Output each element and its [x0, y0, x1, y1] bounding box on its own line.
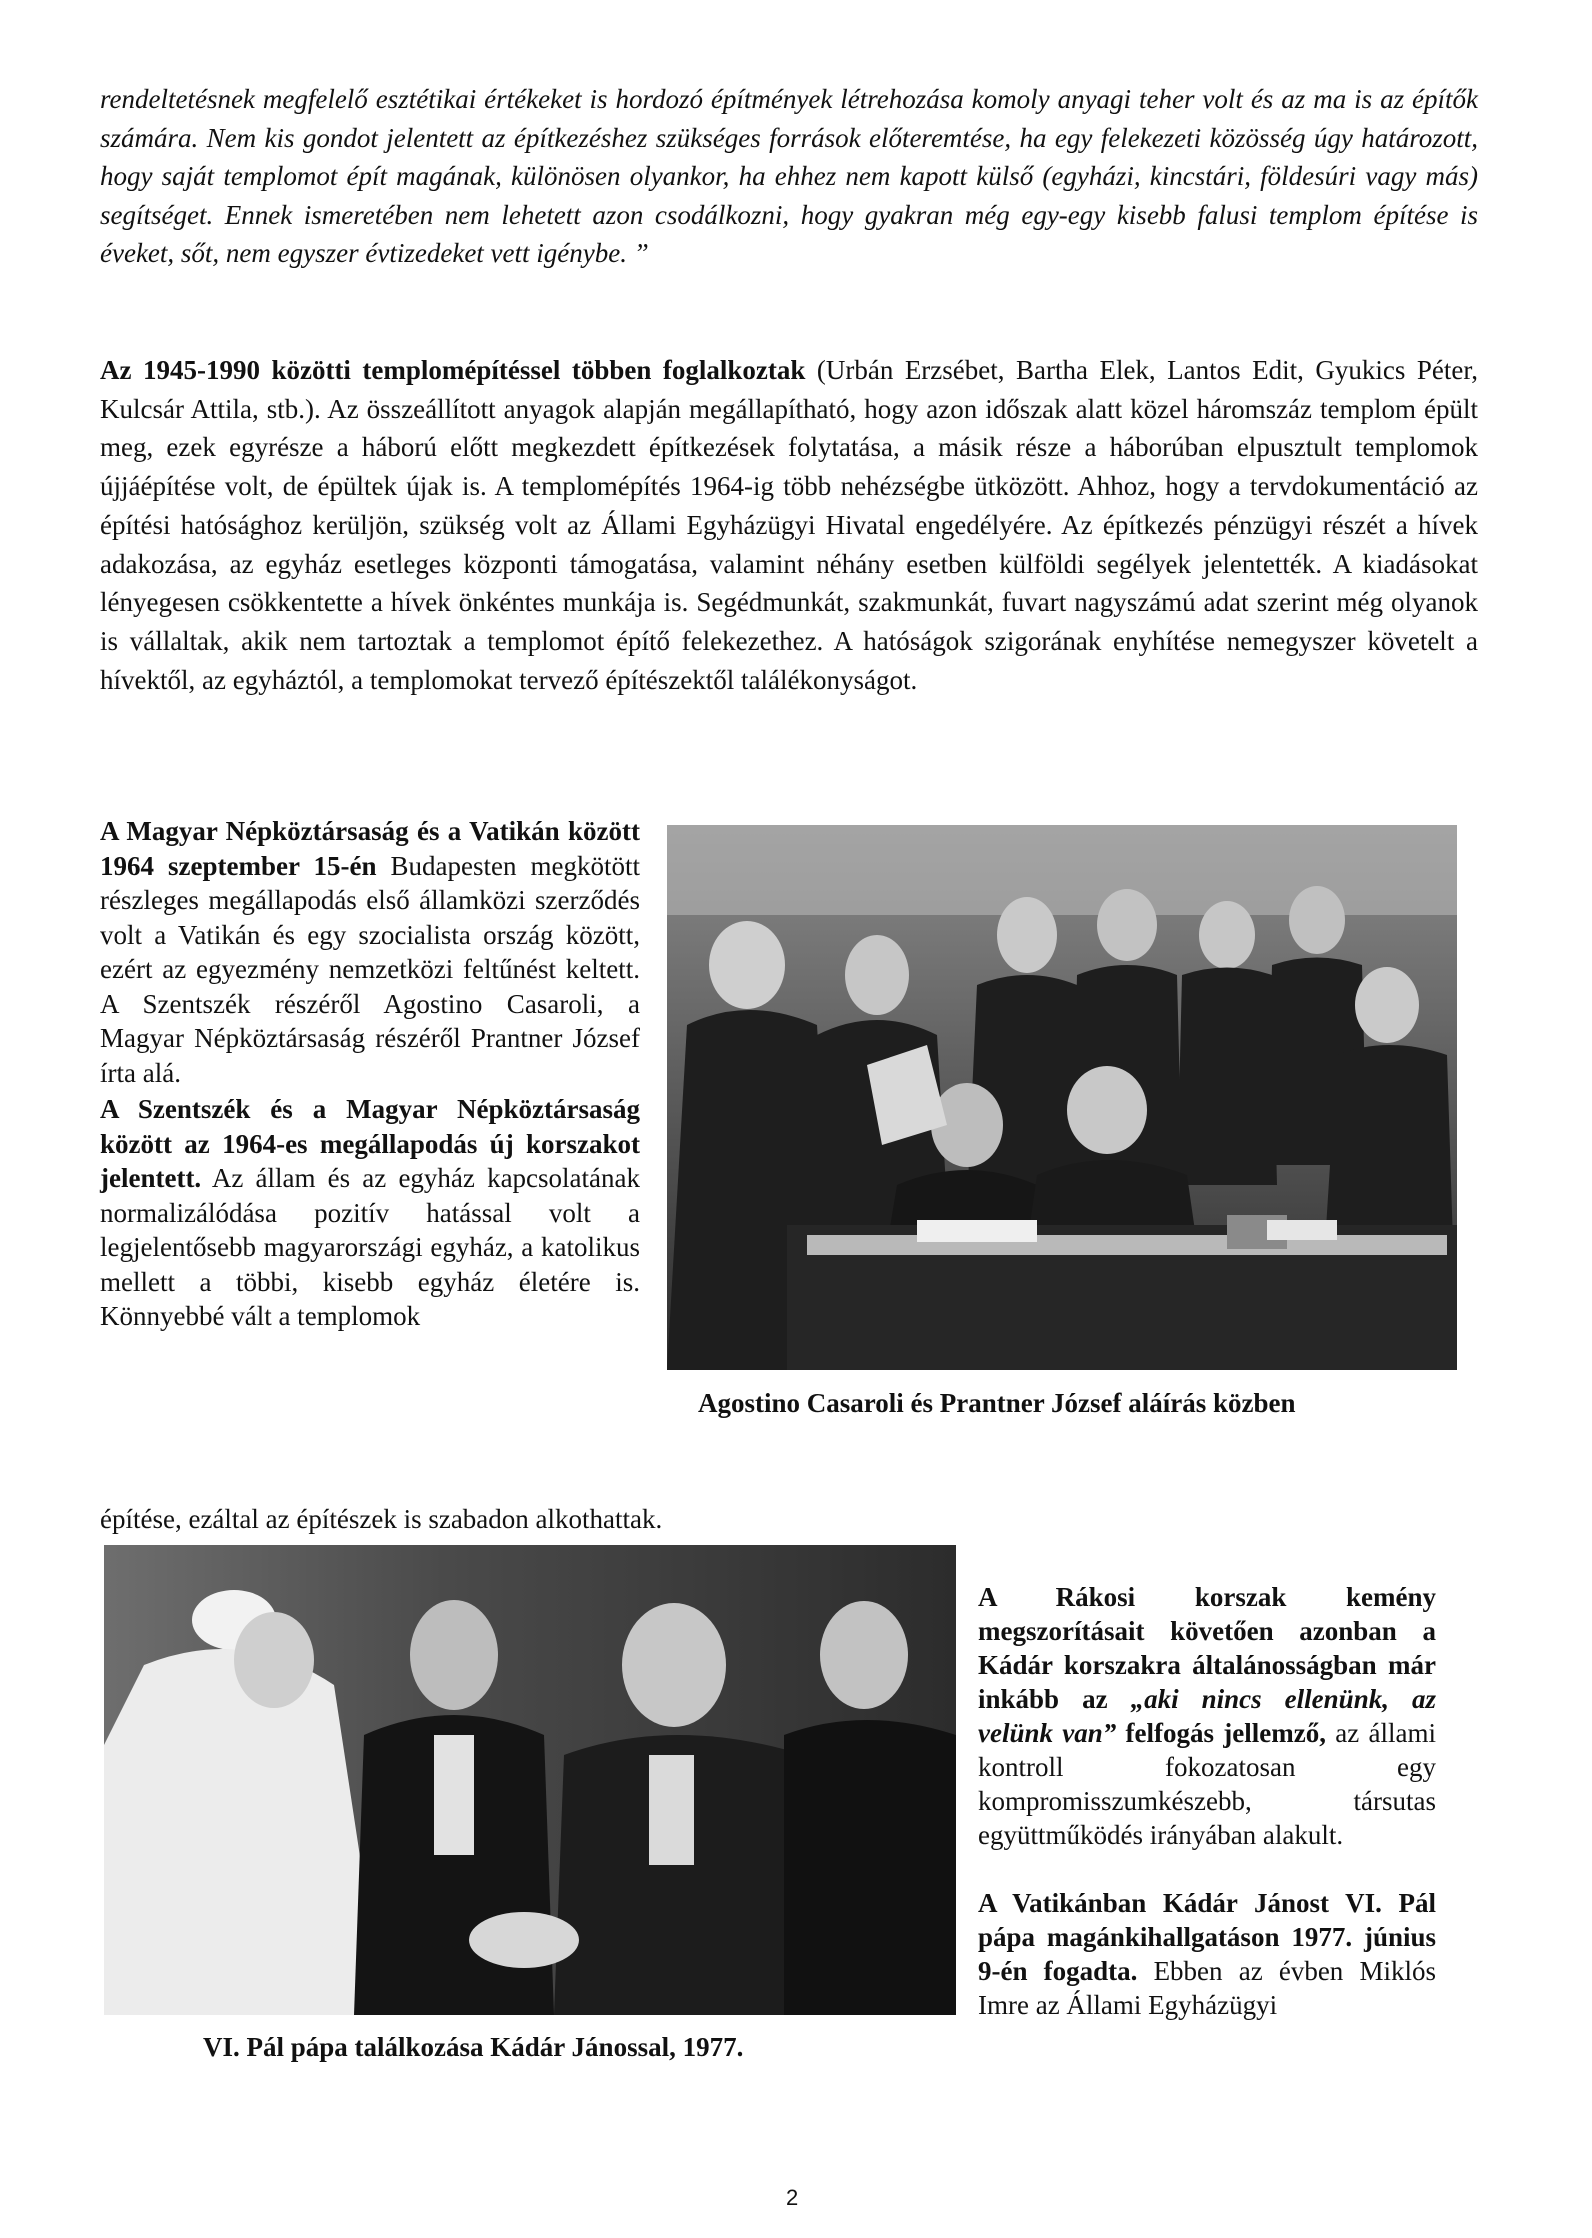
meeting-photo: [104, 1545, 956, 2015]
meeting-photo-image: [104, 1545, 956, 2015]
meeting-photo-caption: VI. Pál pápa találkozása Kádár Jánossal, 1977.: [203, 2032, 744, 2062]
paragraph-body: (Urbán Erzsébet, Bartha Elek, Lantos Edit, Gyukics Péter, Kulcsár Attila, stb.). Az összeállított anyagok alapján megállapítható, hogy azon időszak alatt közel háromszáz templom épült meg, ezek egyrésze a háború előtt megkezdett építkezések folytatása, a másik része a háborúban elpusztult templomok újjáépítése volt, de épültek újak is. A templomépítés 1964-ig több nehézségbe ütközött. Ahhoz, hogy a tervdokumentáció az építési hatósághoz kerüljön, szükség volt az Állami Egyházügyi Hivatal engedélyére. Az építkezés pénzügyi részét a hívek adakozása, az egyház esetleges központi támogatása, valamint néhány esetben külföldi segélyek jelentették. A kiadásokat lényegesen csökkentette a hívek önkéntes munkája is. Segédmunkát, szakmunkát, fuvart nagyszámú adat szerint még olyanok is vállaltak, akik nem tartoztak a templomot építő felekezethez. A hatóságok szigorának enyhítése nemegyszer követelt a hívektől, az egyháztól, a templomokat tervező építészektől találékonyságot.: [100, 355, 1478, 695]
kadar-era-lead-bold: A Rákosi korszak kemény megszorításait követően azonban a Kádár korszakra általánosságban már inkább az: [978, 1582, 1436, 1714]
new-era-body: Az állam és az egyház kapcsolatának normalizálódása pozitív hatással volt a legjelentősebb magyarországi egyház, a katolikus mellett a többi, kisebb egyház életére is. Könnyebbé vált a templomok: [100, 1163, 640, 1331]
signing-photo-caption: Agostino Casaroli és Prantner József aláírás közben: [698, 1388, 1296, 1418]
quote-paragraph: rendeltetésnek megfelelő esztétikai értékeket is hordozó építmények létrehozása komoly anyagi teher volt és az ma is az építők számára. Nem kis gondot jelentett az építkezéshez szükséges források előteremtése, ha egy felekezeti közösség úgy határozott, hogy saját templomot épít magának, különösen olyankor, ha ehhez nem kapott külső (egyházi, kincstári, földesúri vagy más) segítséget. Ennek ismeretében nem lehetett azon csodálkozni, hogy gyakran még egy-egy kisebb falusi templom építése is éveket, sőt, nem egyszer évtizedeket vett igénybe. ”: [100, 84, 1478, 268]
audience-body: Ebben az évben Miklós Imre az Állami Egyházügyi: [978, 1956, 1436, 2020]
kadar-era-body: az állami kontroll fokozatosan egy kompromisszumkészebb, társutas együttműködés irányában alakult.: [978, 1718, 1436, 1850]
agreement-paragraph: [100, 814, 640, 1090]
kadar-era-motto: „aki nincs ellenünk, az velünk van”: [978, 1684, 1436, 1748]
audience-paragraph: [978, 1886, 1436, 2022]
new-era-lead-bold: A Szentszék és a Magyar Népköztársaság között az 1964-es megállapodás új korszakot jelentett.: [100, 1094, 640, 1193]
new-era-paragraph: [100, 1092, 640, 1334]
signing-photo-image: [667, 825, 1457, 1370]
signing-photo: [667, 825, 1457, 1370]
left-column: [100, 814, 640, 1334]
kadar-era-paragraph: [978, 1580, 1436, 1852]
audience-lead-bold: A Vatikánban Kádár Jánost VI. Pál pápa magánkihallgatáson 1977. június 9-én fogadta.: [978, 1888, 1436, 1986]
right-column: [978, 1580, 1436, 2022]
paragraph-lead-bold: Az 1945-1990 közötti templomépítéssel többen foglalkoztak: [100, 355, 806, 385]
page-number: 2: [786, 2185, 799, 2210]
agreement-lead-bold: A Magyar Népköztársaság és a Vatikán között 1964 szeptember 15-én: [100, 816, 640, 881]
paragraph-church-building: [100, 351, 1478, 699]
agreement-body: Budapesten megkötött részleges megállapodás első államközi szerződés volt a Vatikán és egy szocialista ország között, ezért az egyezmény nemzetközi feltűnést keltett. A Szentszék részéről Agostino Casaroli, a Magyar Népköztársaság részéről Prantner József írta alá.: [100, 850, 640, 1088]
kadar-era-lead-bold-end: felfogás jellemző,: [1116, 1718, 1326, 1748]
new-era-paragraph-tail: építése, ezáltal az építészek is szabadon alkothattak.: [100, 1504, 663, 1534]
